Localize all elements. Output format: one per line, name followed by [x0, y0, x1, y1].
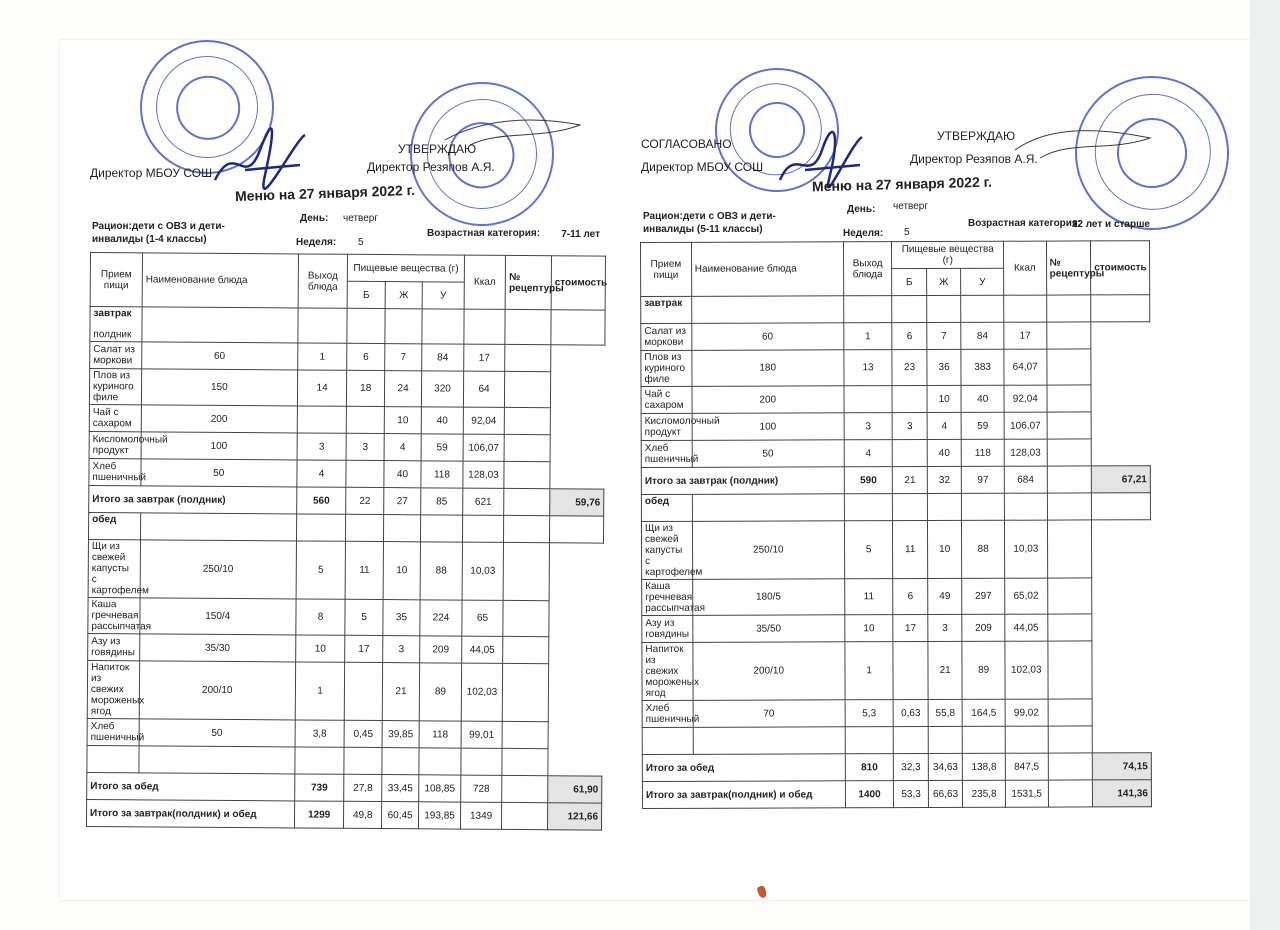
dish-carbs: 40	[927, 439, 962, 466]
total-fat: 32	[927, 466, 962, 493]
dish-name: Хлеб пшеничный	[641, 440, 692, 467]
dish-carbs: 55,8	[928, 699, 963, 726]
dish-recipe: 128,03	[463, 461, 505, 488]
breakfast-rows	[641, 322, 1150, 468]
header-kcal: Ккал	[464, 255, 506, 309]
dish-recipe: 65,02	[1005, 578, 1048, 614]
total-label: Итого за завтрак(полдник) и обед	[642, 781, 845, 809]
total-carbs: 193,85	[419, 802, 461, 829]
dish-carbs: 10	[927, 385, 962, 412]
total-carbs: 108,85	[419, 775, 461, 802]
total-yield: 560	[296, 487, 346, 514]
dish-recipe: 92,04	[463, 407, 505, 434]
dish-recipe: 17	[463, 344, 505, 371]
dish-yield: 150	[141, 369, 297, 406]
dish-carbs: 3	[382, 636, 420, 663]
total-protein: 53,3	[894, 780, 929, 807]
dish-yield: 150/4	[140, 598, 296, 635]
dish-recipe: 106,07	[1004, 412, 1047, 439]
dish-carbs: 21	[928, 641, 963, 699]
header-nutrients: Пищевые вещества (г)	[348, 254, 464, 282]
total-yield: 1299	[294, 801, 344, 828]
total-protein: 22	[346, 487, 384, 514]
dish-protein: 3	[297, 433, 347, 460]
dish-recipe: 10,03	[1004, 520, 1047, 578]
dish-recipe: 102,03	[1005, 641, 1048, 699]
breakfast-label: завтрак	[641, 296, 692, 323]
total-carbs: 138,8	[963, 753, 1006, 780]
dish-kcal: 320	[422, 371, 464, 407]
total-fat: 66,63	[928, 780, 963, 807]
header-fat: Ж	[385, 282, 423, 309]
menu-table	[640, 240, 1152, 809]
dish-name: Кисломолочный продукт	[89, 431, 141, 458]
dish-carbs: 7	[385, 344, 423, 371]
dish-fat: 17	[345, 635, 383, 662]
dish-carbs: 7	[927, 322, 962, 349]
total-fat: 60,45	[381, 802, 419, 829]
header-meal: Прием пищи	[90, 253, 142, 307]
dish-cost	[1047, 641, 1092, 699]
dish-protein: 5	[296, 541, 346, 599]
week-value: 5	[904, 227, 910, 238]
dish-yield: 100	[141, 432, 297, 460]
dish-kcal: 209	[962, 614, 1005, 641]
breakfast-label: завтрак	[93, 308, 132, 320]
dish-kcal: 224	[420, 600, 462, 636]
dish-yield: 50	[692, 440, 844, 468]
dish-kcal: 40	[961, 385, 1004, 412]
dish-carbs: 4	[384, 434, 422, 461]
dish-cost	[1047, 614, 1092, 641]
week-label: Неделя:	[296, 237, 337, 248]
dish-yield: 35/50	[692, 615, 844, 643]
total-carbs: 85	[421, 488, 463, 515]
dish-recipe: 92,04	[1004, 385, 1047, 412]
dish-kcal: 88	[962, 520, 1005, 578]
total-kcal: 1349	[460, 802, 502, 829]
dish-carbs: 21	[382, 663, 420, 721]
dish-fat: 3	[893, 412, 928, 439]
dish-kcal: 118	[419, 721, 461, 748]
dish-fat	[892, 385, 927, 412]
dish-recipe: 10,03	[462, 542, 504, 600]
director-left-label: Директор МБОУ СОШ	[641, 160, 764, 174]
grand-total-row	[642, 780, 1151, 809]
dish-name: Чай с сахаром	[89, 404, 141, 431]
dish-recipe: 99,01	[461, 721, 503, 748]
dish-name: Салат из моркови	[641, 323, 692, 350]
dish-name: Азу из говядины	[88, 633, 140, 660]
dish-yield: 200	[141, 405, 297, 433]
snack-label: полдник	[93, 329, 132, 341]
total-carbs: 235,8	[963, 780, 1006, 807]
dish-kcal: 84	[422, 344, 464, 371]
total-cost: 74,15	[1092, 753, 1151, 780]
dish-recipe: 99,02	[1005, 699, 1048, 726]
dish-fat: 6	[892, 322, 927, 349]
dish-kcal: 88	[420, 542, 462, 600]
lunch-label: обед	[641, 494, 692, 521]
dish-recipe: 64	[463, 371, 505, 407]
dish-name: Кисломолочный продукт	[641, 413, 692, 440]
dish-yield: 200/10	[693, 642, 845, 701]
dish-carbs: 35	[383, 600, 421, 636]
total-yield: 739	[294, 774, 344, 801]
dish-row	[642, 641, 1151, 701]
dish-row	[642, 614, 1151, 643]
dish-fat: 0,45	[345, 720, 383, 747]
dish-yield: 50	[141, 459, 297, 487]
ration-label: Рацион:дети с ОВЗ и дети-инвалиды (5-11 классы)	[643, 211, 776, 235]
dish-fat: 11	[893, 520, 928, 578]
day-label: День:	[300, 213, 329, 224]
dish-yield: 50	[139, 719, 295, 747]
dish-row	[641, 520, 1150, 580]
dish-kcal: 89	[419, 663, 461, 721]
dish-row	[641, 385, 1150, 414]
dish-name: Каша гречневая рассыпчатая	[642, 579, 693, 615]
day-value: четверг	[343, 213, 378, 224]
dish-kcal: 383	[961, 349, 1004, 385]
dish-carbs: 10	[383, 542, 421, 600]
total-kcal: 621	[462, 488, 504, 515]
dish-carbs: 36	[927, 349, 962, 385]
dish-recipe: 17	[1004, 322, 1047, 349]
dish-cost	[1046, 349, 1091, 385]
total-carbs: 97	[962, 466, 1005, 493]
dish-name: Напиток из свежих мороженых ягод	[87, 660, 139, 718]
dish-fat: 5	[345, 599, 383, 635]
dish-protein: 13	[844, 350, 893, 386]
age-category-label: Возрастная категория:	[427, 228, 541, 239]
dish-name: Щи из свежей капусты с картофелем	[88, 539, 140, 597]
total-cost: 61,90	[548, 776, 602, 803]
total-fat: 33,45	[382, 775, 420, 802]
breakfast-total-row	[641, 466, 1150, 495]
dish-name: Хлеб пшеничный	[642, 700, 693, 727]
dish-yield: 70	[693, 700, 845, 728]
header-kcal: Ккал	[1003, 241, 1046, 295]
total-kcal: 728	[460, 775, 502, 802]
total-kcal: 1531,5	[1005, 780, 1048, 807]
dish-protein: 5	[844, 521, 893, 579]
total-cost: 59,76	[550, 489, 604, 516]
dish-recipe: 44,05	[1005, 614, 1048, 641]
dish-row	[641, 439, 1150, 468]
dish-protein: 3	[844, 413, 893, 440]
dish-carbs: 49	[928, 578, 963, 614]
header-recipe: № рецептуры	[505, 255, 551, 309]
dish-yield: 200	[692, 386, 844, 414]
approved-label: УТВЕРЖДАЮ	[398, 142, 477, 156]
dish-yield: 180	[692, 350, 844, 387]
dish-cost	[1046, 322, 1091, 349]
header-dish: Наименование блюда	[142, 253, 298, 308]
agreed-label: СОГЛАСОВАНО	[641, 137, 732, 151]
dish-recipe: 128,03	[1004, 439, 1047, 466]
grand-total-row	[86, 799, 601, 830]
dish-carbs: 39,85	[382, 721, 420, 748]
dish-cost	[1047, 578, 1092, 614]
director-right-label: Директор Резяпов А.Я.	[367, 160, 495, 174]
dish-cost	[1047, 385, 1092, 412]
dish-yield: 60	[691, 323, 843, 351]
dish-yield: 35/30	[140, 634, 296, 662]
day-label: День:	[847, 204, 876, 215]
header-yield: Выход блюда	[298, 254, 348, 308]
total-kcal: 684	[1004, 466, 1047, 493]
dish-row	[641, 349, 1150, 387]
dish-yield: 180/5	[692, 579, 844, 616]
dish-recipe: 106,07	[463, 434, 505, 461]
dish-kcal: 118	[421, 461, 463, 488]
total-protein: 21	[893, 466, 928, 493]
dish-carbs: 24	[384, 371, 422, 407]
total-label: Итого за обед	[642, 754, 845, 782]
dish-cost	[1048, 699, 1093, 726]
dish-fat: 23	[892, 349, 927, 385]
director-left-label: Директор МБОУ СОШ	[90, 166, 213, 180]
dish-kcal: 297	[962, 578, 1005, 614]
dish-recipe: 65	[462, 600, 504, 636]
dish-protein: 10	[295, 635, 345, 662]
header-cost: стоимость	[1091, 241, 1150, 295]
dish-protein: 11	[844, 579, 893, 615]
dish-fat: 6	[893, 578, 928, 614]
age-category-value: 12 лет и старше	[1071, 219, 1150, 230]
total-fat: 27	[384, 488, 422, 515]
total-yield: 810	[845, 754, 894, 781]
dish-cost	[1047, 439, 1092, 466]
director-right-label: Директор Резяпов А.Я.	[910, 152, 1038, 166]
dish-carbs: 4	[927, 412, 962, 439]
dish-fat: 17	[893, 614, 928, 641]
dish-protein: 4	[844, 440, 893, 467]
dish-row	[642, 578, 1151, 616]
dish-fat	[893, 439, 928, 466]
dish-fat: 0,63	[894, 699, 929, 726]
total-label: Итого за завтрак (полдник)	[641, 467, 844, 495]
header-carbs: У	[961, 268, 1004, 295]
dish-fat: 3	[347, 433, 385, 460]
total-protein: 32,3	[894, 753, 929, 780]
dish-name: Напиток из свежих мороженых ягод	[642, 642, 693, 700]
total-cost: 141,36	[1093, 780, 1152, 807]
week-label: Неделя:	[843, 228, 884, 239]
dish-name: Щи из свежей капусты с картофелем	[641, 521, 692, 579]
total-label: Итого за завтрак (полдник)	[89, 485, 297, 513]
dish-name: Плов из куриного филе	[641, 350, 692, 386]
header-cost: стоимость	[551, 256, 605, 310]
dish-name: Хлеб пшеничный	[87, 718, 139, 745]
dish-yield: 250/10	[140, 540, 296, 599]
dish-name: Азу из говядины	[642, 615, 693, 642]
total-cost: 121,66	[547, 803, 601, 830]
day-value: четверг	[893, 201, 928, 212]
week-value: 5	[358, 237, 364, 248]
total-yield: 590	[844, 467, 893, 494]
dish-protein: 1	[844, 323, 893, 350]
dish-row	[641, 412, 1150, 441]
menu-title: Меню на 27 января 2022 г.	[811, 173, 993, 195]
total-fat: 34,63	[928, 753, 963, 780]
dish-name: Каша гречневая рассыпчатая	[88, 597, 140, 633]
dish-protein	[844, 386, 893, 413]
header-protein: Б	[348, 281, 386, 308]
lunch-total-row	[642, 753, 1151, 782]
header-fat: Ж	[926, 268, 961, 295]
approved-label: УТВЕРЖДАЮ	[937, 129, 1016, 143]
dish-yield: 60	[142, 342, 298, 370]
dish-fat: 11	[346, 541, 384, 599]
dish-yield: 200/10	[139, 661, 295, 720]
dish-protein: 8	[295, 599, 345, 635]
header-dish: Наименование блюда	[691, 242, 843, 297]
dish-fat: 6	[347, 343, 385, 370]
dish-row	[642, 699, 1151, 728]
total-protein: 49,8	[344, 801, 382, 828]
dish-kcal: 209	[420, 636, 462, 663]
dish-recipe: 64,07	[1004, 349, 1047, 385]
dish-name: Чай с сахаром	[641, 386, 692, 413]
dish-protein: 5,3	[845, 700, 894, 727]
total-cost: 67,21	[1091, 466, 1150, 493]
dish-protein: 4	[297, 460, 347, 487]
dish-yield: 250/10	[692, 521, 844, 580]
dish-yield: 100	[692, 413, 844, 441]
dish-kcal: 40	[421, 407, 463, 434]
dish-protein: 10	[845, 615, 894, 642]
dish-recipe: 102,03	[461, 663, 503, 721]
header-nutrients: Пищевые вещества (г)	[892, 241, 1004, 268]
dish-fat	[893, 641, 928, 699]
dish-carbs: 10	[384, 407, 422, 434]
header-recipe: № рецептуры	[1046, 241, 1091, 295]
dish-cost	[1047, 520, 1092, 578]
dish-protein: 14	[297, 370, 347, 406]
total-yield: 1400	[845, 781, 894, 808]
header-yield: Выход блюда	[843, 242, 892, 296]
lunch-label: обед	[88, 512, 140, 539]
dish-kcal: 84	[961, 322, 1004, 349]
dish-protein: 1	[295, 662, 345, 720]
dish-carbs: 40	[384, 461, 422, 488]
dish-name: Хлеб пшеничный	[89, 458, 141, 485]
dish-row	[641, 322, 1150, 351]
dish-protein: 3,8	[295, 720, 345, 747]
dish-recipe: 44,05	[461, 636, 503, 663]
header-carbs: У	[422, 282, 464, 309]
total-kcal: 847,5	[1005, 753, 1048, 780]
menu-title: Меню на 27 января 2022 г.	[234, 181, 416, 205]
dish-kcal: 118	[962, 439, 1005, 466]
dish-kcal: 89	[962, 641, 1005, 699]
age-category-value: 7-11 лет	[561, 229, 600, 240]
total-label: Итого за завтрак(полдник) и обед	[86, 799, 294, 827]
dish-fat: 18	[347, 370, 385, 406]
dish-name: Салат из моркови	[90, 342, 142, 369]
total-label: Итого за обед	[87, 772, 295, 800]
dish-carbs: 10	[927, 520, 962, 578]
lunch-rows	[641, 520, 1151, 728]
header-protein: Б	[892, 269, 927, 296]
ration-label: Рацион:дети с ОВЗ и дети-инвалиды (1-4 классы)	[92, 221, 225, 245]
dish-kcal: 164,5	[962, 699, 1005, 726]
dish-kcal: 59	[961, 412, 1004, 439]
dish-protein: 1	[297, 343, 347, 370]
dish-protein: 1	[845, 642, 894, 700]
total-protein: 27,8	[344, 774, 382, 801]
dish-cost	[1047, 412, 1092, 439]
dish-name: Плов из куриного филе	[89, 369, 141, 405]
dish-carbs: 3	[928, 614, 963, 641]
dish-kcal: 59	[421, 434, 463, 461]
header-meal: Прием пищи	[641, 242, 692, 296]
age-category-label: Возрастная категория:	[968, 218, 1082, 229]
